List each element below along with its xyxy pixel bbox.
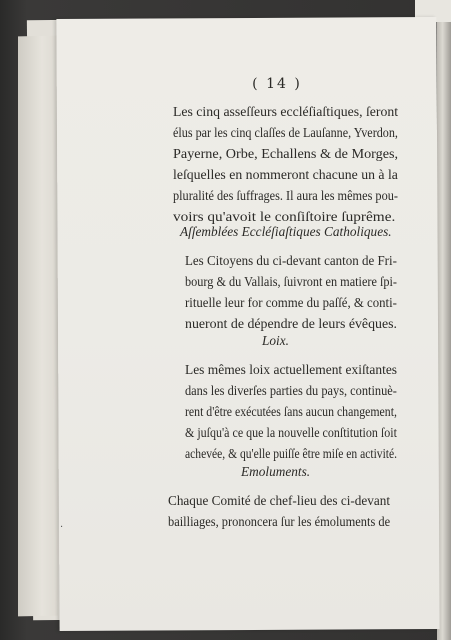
paragraph-assesseurs xyxy=(173,101,420,227)
underlying-page-edge-left xyxy=(18,36,58,617)
heading-emoluments: Emoluments. xyxy=(241,464,311,479)
paragraph-emoluments xyxy=(168,490,406,532)
text-line: élus par les cinq claſſes de Lauſanne, Yverdon, xyxy=(173,125,398,140)
text-line: Les mêmes loix actuellement exiſtantes xyxy=(185,362,398,377)
text-line: achevée, & qu'elle puiſſe être miſe en activité. xyxy=(185,446,398,461)
text-line: bailliages, prononcera ſur les émoluments de xyxy=(168,514,391,529)
text-line: voirs qu'avoit le conſiſtoire ſuprême. xyxy=(173,209,396,224)
text-line: dans les diverſes parties du pays, continuè- xyxy=(185,383,397,398)
text-line: rituelle leur for comme du paſſé, & conti- xyxy=(185,295,397,310)
text-line: Les cinq asseſſeurs eccléſiaſtiques, ſeront xyxy=(173,104,399,119)
text-line: leſquelles en nommeront chacune un à la xyxy=(173,167,398,182)
paragraph-catholiques xyxy=(185,250,415,334)
text-line: bourg & du Vallais, ſuivront en matiere ſpi- xyxy=(185,274,398,289)
heading-loix: Loix. xyxy=(262,333,289,348)
margin-mark: · xyxy=(60,522,64,533)
text-line: Payerne, Orbe, Echallens & de Morges, xyxy=(173,146,399,161)
text-line: Chaque Comité de chef-lieu des ci-devant xyxy=(168,493,391,508)
heading-catholiques: Aſſemblées Eccléſiaſtiques Catholiques. xyxy=(180,224,392,239)
text-line: & juſqu'à ce que la nouvelle conſtitution ſoit xyxy=(185,425,397,440)
page-number: ( 14 ) xyxy=(252,76,302,92)
text-line: Les Citoyens du ci-devant canton de Fri- xyxy=(185,253,397,268)
text-line: pluralité des ſuffrages. Il aura les mêmes pou- xyxy=(173,188,398,203)
text-line: rent d'être exécutées ſans aucun changement, xyxy=(185,404,397,419)
text-line: nueront de dépendre de leurs évêques. xyxy=(185,316,398,331)
paragraph-loix xyxy=(185,359,428,464)
